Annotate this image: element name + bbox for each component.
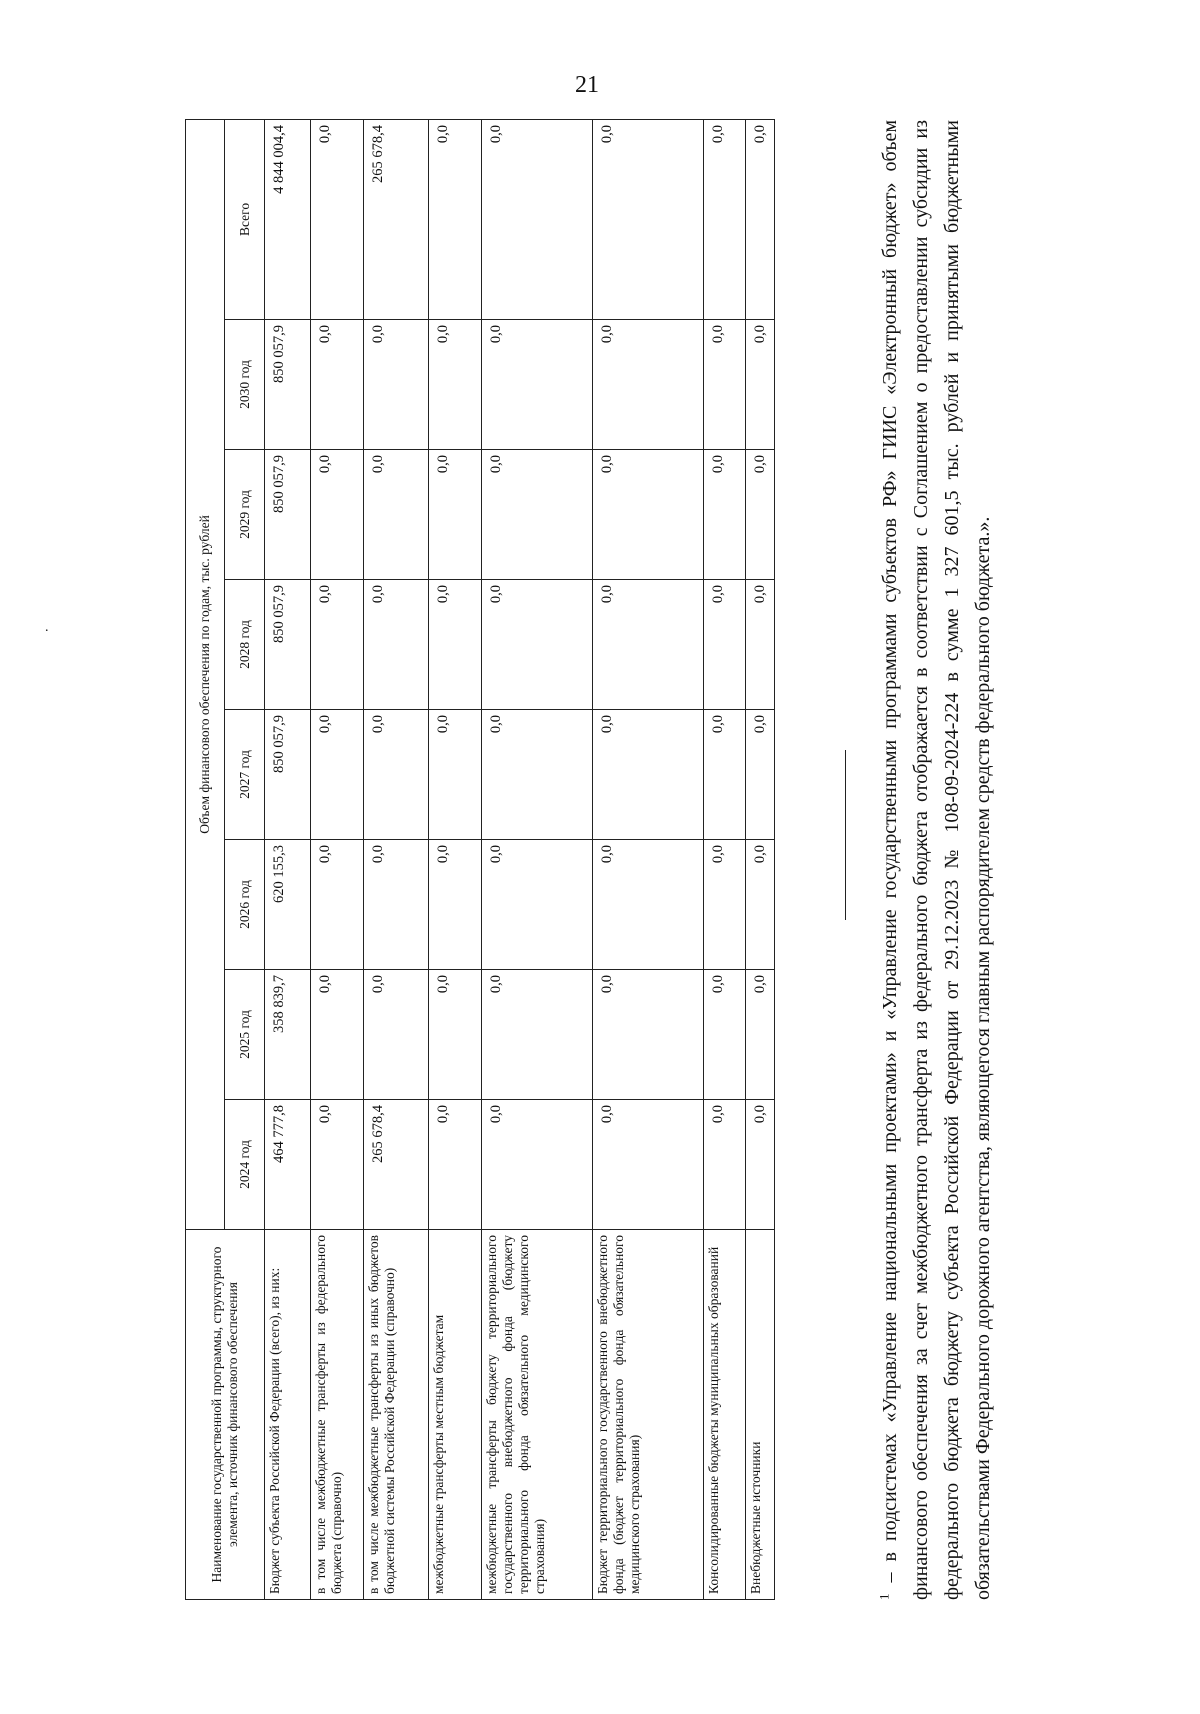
row-name: межбюджетные трансферты местным бюджетам [428,1230,481,1600]
row-value: 850 057,9 [264,710,310,840]
row-value: 0,0 [364,320,429,450]
row-value: 0,0 [593,580,704,710]
header-year: 2028 год [225,580,264,710]
header-name-col: Наименование государственной программы, структурного элемента, источник финансового обеспечения [186,1230,265,1600]
row-value: 0,0 [704,840,746,970]
row-value: 0,0 [310,970,363,1100]
header-year: 2030 год [225,320,264,450]
row-total: 0,0 [746,119,775,319]
row-name: межбюджетные трансферты бюджету территориального государственного внебюджетного фонда (бюджету территориального фонда обязательного медицинского страхования) [482,1230,593,1600]
row-value: 0,0 [428,580,481,710]
row-value: 0,0 [310,840,363,970]
row-value: 0,0 [746,710,775,840]
row-value: 0,0 [428,1100,481,1230]
row-value: 850 057,9 [264,450,310,580]
row-value: 0,0 [746,1100,775,1230]
page-number: 21 [575,72,599,98]
row-value: 0,0 [482,450,593,580]
header-group-title: Объем финансового обеспечения по годам, тыс. рублей [186,119,225,1229]
row-total: 265 678,4 [364,119,429,319]
row-value: 0,0 [310,1100,363,1230]
row-total: 4 844 004,4 [264,119,310,319]
row-value: 0,0 [746,320,775,450]
row-total: 0,0 [593,119,704,319]
row-value: 0,0 [746,840,775,970]
row-name: Консолидированные бюджеты муниципальных образований [704,1230,746,1600]
row-value: 0,0 [428,450,481,580]
row-value: 0,0 [704,320,746,450]
row-value: 0,0 [364,840,429,970]
row-total: 0,0 [428,119,481,319]
header-total: Всего [225,119,264,319]
footnote-separator [845,750,846,920]
row-value: 0,0 [704,710,746,840]
row-value: 0,0 [704,580,746,710]
footnote-marker: 1 [876,1593,892,1600]
row-value: 0,0 [364,970,429,1100]
row-value: 0,0 [704,450,746,580]
row-value: 0,0 [704,1100,746,1230]
row-total: 0,0 [482,119,593,319]
row-value: 850 057,9 [264,320,310,450]
row-name: в том числе межбюджетные трансферты из иных бюджетов бюджетной системы Российской Федерации (справочно) [364,1230,429,1600]
row-value: 358 839,7 [264,970,310,1100]
row-value: 0,0 [593,840,704,970]
table-row [364,119,429,1599]
table-row [746,119,775,1599]
row-name: Бюджет территориального государственного внебюджетного фонда (бюджет территориального фонда обязательного медицинского страхования) [593,1230,704,1600]
row-value: 0,0 [746,970,775,1100]
row-total: 0,0 [704,119,746,319]
table-row [704,119,746,1599]
row-value: 0,0 [428,710,481,840]
row-value: 0,0 [428,840,481,970]
row-value: 620 155,3 [264,840,310,970]
row-value: 0,0 [310,710,363,840]
table-row [593,119,704,1599]
row-value: 0,0 [310,580,363,710]
rotated-content [185,119,994,1600]
row-value: 0,0 [593,450,704,580]
row-name: Внебюджетные источники [746,1230,775,1600]
row-value: 0,0 [593,710,704,840]
header-year: 2027 год [225,710,264,840]
row-value: 0,0 [364,580,429,710]
row-value: 850 057,9 [264,580,310,710]
header-year: 2026 год [225,840,264,970]
row-value: 464 777,8 [264,1100,310,1230]
table-row [482,119,593,1599]
row-value: 0,0 [593,1100,704,1230]
table-row [428,119,481,1599]
row-value: 0,0 [482,580,593,710]
row-value: 0,0 [704,970,746,1100]
table-row [310,119,363,1599]
row-total: 0,0 [310,119,363,319]
row-value: 0,0 [746,450,775,580]
header-year: 2025 год [225,970,264,1100]
row-name: Бюджет субъекта Российской Федерации (всего), из них: [264,1230,310,1600]
row-value: 0,0 [428,320,481,450]
row-value: 0,0 [482,710,593,840]
footnote-text: – в подсистемах «Управление национальными проектами» и «Управление государственными программами субъектов РФ» ГИИС «Электронный бюджет» объем финансового обеспечения за счет межбюджетного трансферта из федерального бюджета отображается в соответствии с Соглашением о предоставлении субсидии из федерального бюджета бюджету субъекта Российской Федерации от 29.12.2023 № 108-09-2024-224 в сумме 1 327 601,5 тыс. рублей и принятыми бюджетными обязательствами Федерального дорожного агентства, являющегося главным распорядителем средств федерального бюджета.». [879,119,994,1600]
footnote [875,120,999,1600]
row-value: 265 678,4 [364,1100,429,1230]
stray-dot: . [45,620,49,635]
row-value: 0,0 [482,970,593,1100]
header-year: 2029 год [225,450,264,580]
row-value: 0,0 [593,970,704,1100]
row-value: 0,0 [310,320,363,450]
header-row-1 [186,119,225,1599]
row-value: 0,0 [746,580,775,710]
row-value: 0,0 [482,1100,593,1230]
row-value: 0,0 [364,450,429,580]
table-row [264,119,310,1599]
row-value: 0,0 [482,320,593,450]
row-name: в том числе межбюджетные трансферты из федерального бюджета (справочно) [310,1230,363,1600]
financing-table [185,119,775,1600]
row-value: 0,0 [482,840,593,970]
row-value: 0,0 [593,320,704,450]
row-value: 0,0 [364,710,429,840]
header-year: 2024 год [225,1100,264,1230]
row-value: 0,0 [428,970,481,1100]
row-value: 0,0 [310,450,363,580]
